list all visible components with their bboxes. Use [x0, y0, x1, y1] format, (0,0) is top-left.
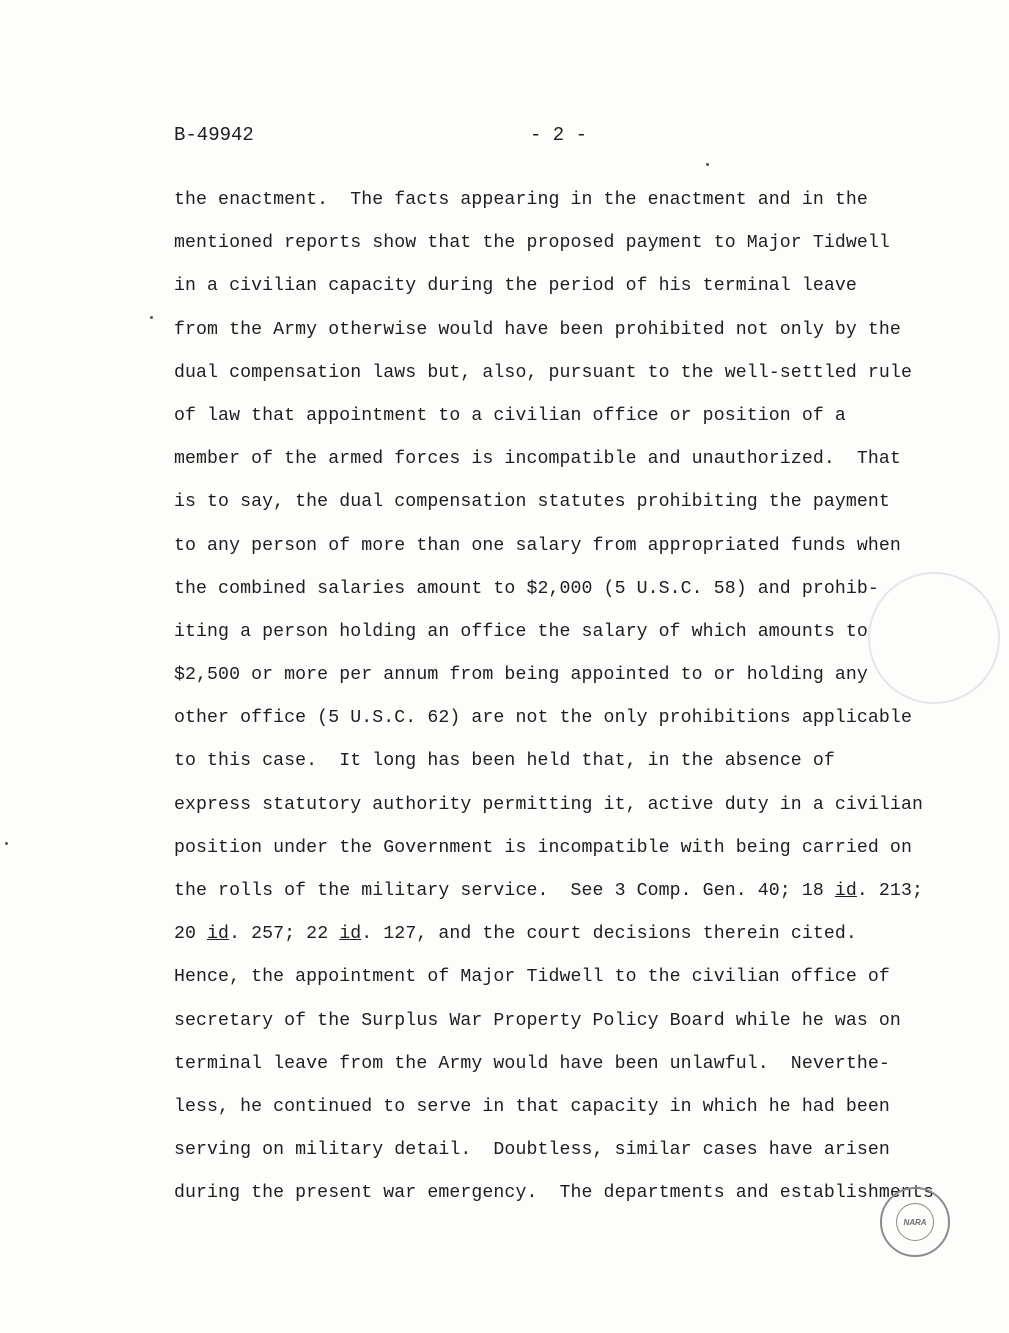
text-line: is to say, the dual compensation statutes prohibiting the payment [174, 492, 890, 513]
text-line: the enactment. The facts appearing in the enactment and in the [174, 190, 868, 210]
text-line: iting a person holding an office the salary of which amounts to [174, 621, 868, 642]
text-line: secretary of the Surplus War Property Policy Board while he was on [174, 1010, 901, 1031]
text-line: to this case. It long has been held that, in the absence of [174, 751, 835, 772]
text-segment: . 257; 22 [229, 924, 340, 945]
underlined-id: id [207, 924, 230, 945]
text-line: the combined salaries amount to $2,000 (5 U.S.C. 58) and prohib- [174, 578, 879, 599]
text-line: in a civilian capacity during the period of his terminal leave [174, 276, 857, 297]
text-line: other office (5 U.S.C. 62) are not the only prohibitions applicable [174, 708, 912, 729]
text-line: of law that appointment to a civilian office or position of a [174, 405, 846, 426]
text-line: dual compensation laws but, also, pursuant to the well-settled rule [174, 362, 912, 383]
text-line: terminal leave from the Army would have been unlawful. Neverthe- [174, 1053, 890, 1074]
underlined-id: id [834, 881, 857, 901]
text-line: $2,500 or more per annum from being appointed to or holding any [174, 665, 868, 686]
text-line: to any person of more than one salary from appropriated funds when [174, 535, 901, 556]
nara-stamp-center: NARA [896, 1203, 934, 1241]
text-line: serving on military detail. Doubtless, similar cases have arisen [174, 1140, 890, 1161]
text-line: from the Army otherwise would have been prohibited not only by the [174, 319, 901, 340]
text-segment: . 213; [856, 881, 923, 901]
text-segment: . 127, and the court decisions therein cited. [361, 924, 857, 945]
text-line: express statutory authority permitting it, active duty in a civilian [174, 794, 923, 815]
text-line: during the present war emergency. The departments and establishments [174, 1183, 934, 1204]
page-number: - 2 - [530, 124, 588, 146]
margin-mark [706, 163, 709, 166]
text-line: less, he continued to serve in that capacity in which he had been [174, 1096, 890, 1117]
text-segment: 20 [174, 924, 208, 945]
text-line: mentioned reports show that the proposed payment to Major Tidwell [174, 233, 890, 254]
nara-stamp [880, 1187, 950, 1257]
underlined-id: id [339, 924, 362, 945]
margin-mark [150, 316, 153, 319]
text-line: member of the armed forces is incompatible and unauthorized. That [174, 449, 901, 470]
document-number: B-49942 [174, 124, 254, 146]
text-line: position under the Government is incompatible with being carried on [174, 837, 912, 858]
text-line-citation [174, 877, 923, 920]
margin-mark [5, 842, 8, 845]
text-segment: the rolls of the military service. See 3 Comp. Gen. 40; 18 [174, 881, 835, 901]
text-line: Hence, the appointment of Major Tidwell to the civilian office of [174, 967, 890, 988]
text-line-citation [174, 920, 914, 963]
